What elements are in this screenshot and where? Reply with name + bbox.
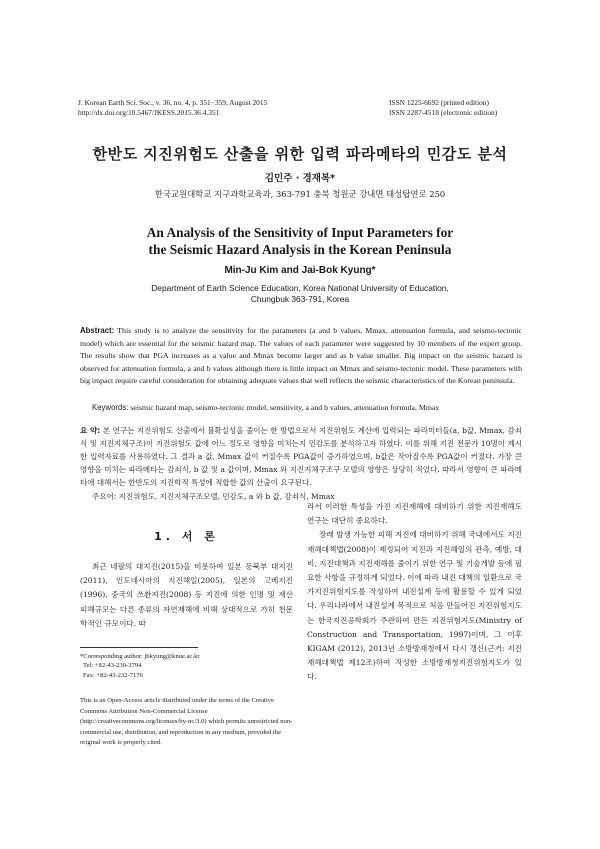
journal-header-right xyxy=(389,98,497,118)
korean-keywords-label: 주요어: xyxy=(92,492,117,501)
license-notice: This is an Open-Access article distributed under the terms of the Creative Commons Attribution Non-Commercial License (http://creativecommons.org/licenses/by-nc/3.0) which permits unrestricted non-commercial use, distribution, and reproduction in any medium, provided the original work is properly cited. xyxy=(80,697,293,747)
body-column-left xyxy=(80,560,293,631)
keywords-label: Keywords: xyxy=(92,403,129,412)
korean-authors: 김민주 · 경재복* xyxy=(264,173,336,184)
korean-keywords-text: 지진위험도, 지진지체구조모델, 민감도, a 와 b 값, 감쇠식, Mmax xyxy=(116,492,335,501)
abstract xyxy=(80,325,522,388)
footnote xyxy=(80,652,293,680)
keywords xyxy=(92,403,522,412)
footnote-divider xyxy=(80,647,198,648)
english-affiliation-line2: Chungbuk 363-791, Korea xyxy=(250,294,350,304)
abstract-text: This study is to analyze the sensitivity for the parameters (a and b values, Mmax, attenuation formula, and seismo-tectonic model) which are essential for the seismic hazard map. The values of each parameter were suggested by 10 members of the expert group. The results show that PGA increases as a value and Mmax become larger and as b value smaller. Big impact on the seismic hazard is observed for attenuation formula, a and b values although there is little impact on Mmax and seismo-tectonic model. These parameters with big impact require careful consideration for obtaining adequate values that well reflects the seismic characteristics of the Korean peninsula. xyxy=(80,326,522,386)
korean-abstract xyxy=(80,424,522,489)
english-authors: Min-Ju Kim and Jai-Bok Kyung* xyxy=(224,265,376,276)
doi-link[interactable]: http://dx.doi.org/10.5467/JKESS.2015.36.4.351 xyxy=(78,108,220,117)
author-tel: Tel: +82-43-230-3794 xyxy=(83,662,142,670)
english-title-line1: An Analysis of the Sensitivity of Input Parameters for xyxy=(146,225,454,240)
body-column-right xyxy=(307,500,522,685)
journal-citation: J. Korean Earth Sci. Soc., v. 36, no. 4, p. 351−359, August 2015 xyxy=(78,98,268,107)
korean-abstract-label: 요 약: xyxy=(80,426,101,435)
corresponding-author: *Corresponding author: jbkyung@knue.ac.kr xyxy=(80,653,200,660)
body-paragraph: 라서 이러한 특성을 가진 지진재해에 대비하기 위한 지진재해도 연구는 대단히 중요하다. xyxy=(307,502,522,526)
abstract-label: Abstract: xyxy=(80,326,115,335)
english-affiliation-line1: Department of Earth Science Education, Korea National University of Education, xyxy=(151,283,449,293)
journal-header-left xyxy=(78,98,267,118)
body-paragraph: 장래 발생 가능한 피해 지진에 대비하기 위해 국내에서도 지진재해대책법(2008)이 제정되어 지진과 지진해일의 관측, 예방, 대비, 지진대책과 지진재해를 줄이기 위한 연구 및 기술개발 등에 필요한 사항을 규정하게 되었다. 이에 따라 내진 대책의 일환으로 국가지진위험지도를 작성하여 내진설계 등에 활용할 수 있게 되었다. 우리나라에서 내진설계 목적으로 처음 만들어진 지진위험지도는 한국지진공학회가 주관하여 만든 지진위험지도(Ministry of Construction and Transportation, 1997)이며, 그 이후 KIGAM (2012), 2013년 소방방재청에서 다시 갱신(근거: 지진재해대책법 제12조)하여 작성한 소방방재청지진위험지도가 있다. xyxy=(307,530,522,682)
issn-print: ISSN 1225-6692 (printed edition) xyxy=(389,98,489,107)
english-title xyxy=(0,224,600,258)
issn-electronic: ISSN 2287-4518 (electronic edition) xyxy=(389,108,498,117)
english-title-line2: the Seismic Hazard Analysis in the Korean Peninsula xyxy=(148,242,452,257)
korean-affiliation: 한국교원대학교 지구과학교육과, 363-791 충북 청원군 강내면 태성탑연로 250 xyxy=(154,189,446,199)
keywords-text: seismic hazard map, seismo-tectonic model, sensitivity, a and b values, attenuation formula, Mmax xyxy=(128,403,440,412)
body-paragraph: 최근 네팔의 대지진(2015)을 비롯하여 일본 동북부 대지진(2011), 인도네시아의 지진해일(2005), 일본의 고베지진(1996), 중국의 쓰촨지진(2008) 등 지진에 의한 인명 및 재산 피해규모는 다른 종류의 자연재해에 비해 상대적으로 가히 천문학적인 규모이다. 따 xyxy=(80,562,293,628)
author-fax: Fax: +82-43-232-7176 xyxy=(83,671,143,679)
korean-title: 한반도 지진위험도 산출을 위한 입력 파라메타의 민감도 분석 xyxy=(92,145,508,163)
korean-abstract-text: 본 연구는 지진위험도 산출에서 불확실성을 줄이는 한 방법으로서 지진위험도 계산에 입력되는 파라미터들(a, b값, Mmax, 감쇠식 및 지진지체구조)이 지진위험도 값에 어느 정도로 영향을 미치는지 민감도를 분석하고자 하였다. 이를 위해 지진 전문가 10명이 제시한 입력자료를 사용하였다. 그 결과 a 값, Mmax 값이 커질수록 PGA값이 증가하였으며, b값은 작아질수록 PGA값이 커졌다. 가장 큰 영향을 미치는 파라메타는 감쇠식, b 값 및 a 값이며, Mmax 와 지진지체구조구 모델의 영향은 상당히 적었다. 따라서 영향이 큰 파라메타에 대해서는 한반도의 지진학적 특성에 적합한 값의 산출이 요구된다. xyxy=(80,426,522,487)
section-heading-introduction: 1. 서 론 xyxy=(154,530,219,543)
english-affiliation xyxy=(0,283,600,305)
